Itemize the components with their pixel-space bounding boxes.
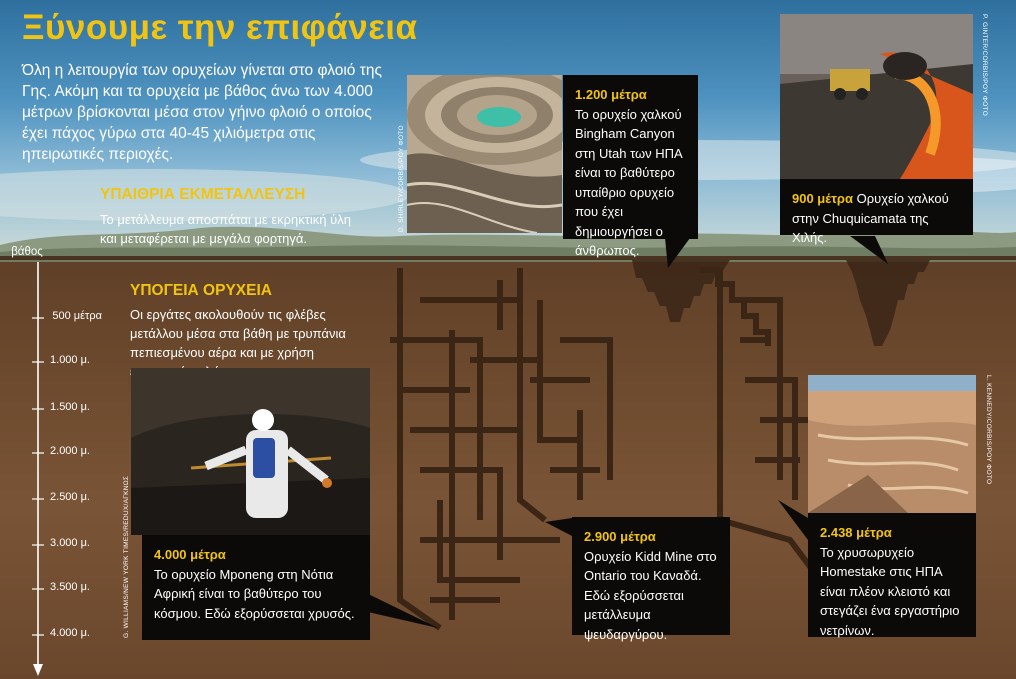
callout-chuqui-text: Ορυχείο χαλκού στην Chuquicamata της Χιλής. (792, 191, 949, 245)
depth-label-1000: 1.000 μ. (50, 354, 90, 366)
depth-label-3000: 3.000 μ. (50, 537, 90, 549)
callout-chuquicamata (780, 179, 973, 245)
open-pit-text: Το μετάλλευμα αποσπάται με εκρηκτική ύλη και μεταφέρεται με μεγάλα φορτηγά. (100, 212, 351, 246)
callout-homestake (808, 513, 976, 637)
callout-kidd-depth: 2.900 μέτρα (584, 529, 656, 544)
open-pit-heading: ΥΠΑΙΘΡΙΑ ΕΚΜΕΤΑΛΛΕΥΣΗ (100, 186, 306, 203)
intro-paragraph: Όλη η λειτουργία των ορυχείων γίνεται στο φλοιό της Γης. Ακόμη και τα ορυχεία με βάθος άνω των 4.000 μέτρων βρίσκονται μέσα στον γήινο φλοιό ο οποίος έχει πάχος γύρω στα 40-45 χιλιόμετρα στις ηπειρωτικές περιοχές. (22, 62, 382, 163)
callout-kidd-text: Ορυχείο Kidd Mine στο Ontario του Καναδά. Εδώ εξορύσσεται μετάλλευμα ψευδαργύρου. (584, 548, 717, 642)
callout-bingham (563, 75, 698, 258)
bingham-photo-credit: D. SHIRLEY/CORBIS/ΡΟΥ ΦΟΤΟ (398, 125, 405, 232)
underground-heading: ΥΠΟΓΕΙΑ ΟΡΥΧΕΙΑ (130, 282, 272, 299)
chuquicamata-photo (780, 14, 973, 179)
depth-label-2000: 2.000 μ. (50, 445, 90, 457)
bingham-canyon-photo (407, 75, 562, 233)
depth-scale-title: βάθος (11, 246, 43, 258)
homestake-photo-credit: L. KENNEDY/CORBIS/ΡΟΥ ΦΟΤΟ (985, 375, 992, 485)
callout-mponeng-text: Το ορυχείο Mponeng στη Νότια Αφρική είναι το βαθύτερο του κόσμου. Εδώ εξορύσσεται χρυσός. (154, 566, 355, 621)
underground-text: Οι εργάτες ακολουθούν τις φλέβες μετάλλου μέσα στα βάθη με τρυπάνια πεπιεσμένου αέρα και με χρήση (130, 307, 346, 360)
callout-bingham-text: Το ορυχείο χαλκού Bingham Canyon στη Utah των ΗΠΑ είναι το βαθύτερο υπαίθριο ορυχείο που έχει δημιουργήσει ο άνθρωπος. (575, 106, 683, 258)
depth-label-4000: 4.000 μ. (50, 627, 90, 639)
homestake-photo (808, 375, 976, 513)
page-title: Ξύνουμε την επιφάνεια (22, 8, 418, 47)
callout-homestake-depth: 2.438 μέτρα (820, 525, 892, 540)
callout-mponeng-depth: 4.000 μέτρα (154, 547, 226, 562)
callout-kidd-mine (572, 517, 730, 642)
callout-bingham-depth: 1.200 μέτρα (575, 87, 647, 102)
callout-homestake-text: Το χρυσωρυχείο Homestake στις ΗΠΑ είναι πλέον κλειστό και στεγάζει ένα εργαστήριο νετρίνων. (820, 544, 960, 638)
mponeng-miner-photo (131, 368, 370, 535)
callout-chuqui-depth: 900 μέτρα (792, 191, 853, 206)
depth-label-2500: 2.500 μ. (50, 491, 90, 503)
depth-label-3500: 3.500 μ. (50, 581, 90, 593)
depth-label-500: 500 μέτρα (52, 310, 102, 322)
chuquicamata-photo-credit: P. GINTER/CORBIS/ΡΟΥ ΦΟΤΟ (981, 14, 988, 117)
mponeng-photo-credit: G. WILLIAMS/NEW YORK TIMES/REDUX/ΑΓΚΝΩΣ (123, 475, 130, 638)
depth-label-1500: 1.500 μ. (50, 401, 90, 413)
callout-mponeng (142, 535, 370, 640)
